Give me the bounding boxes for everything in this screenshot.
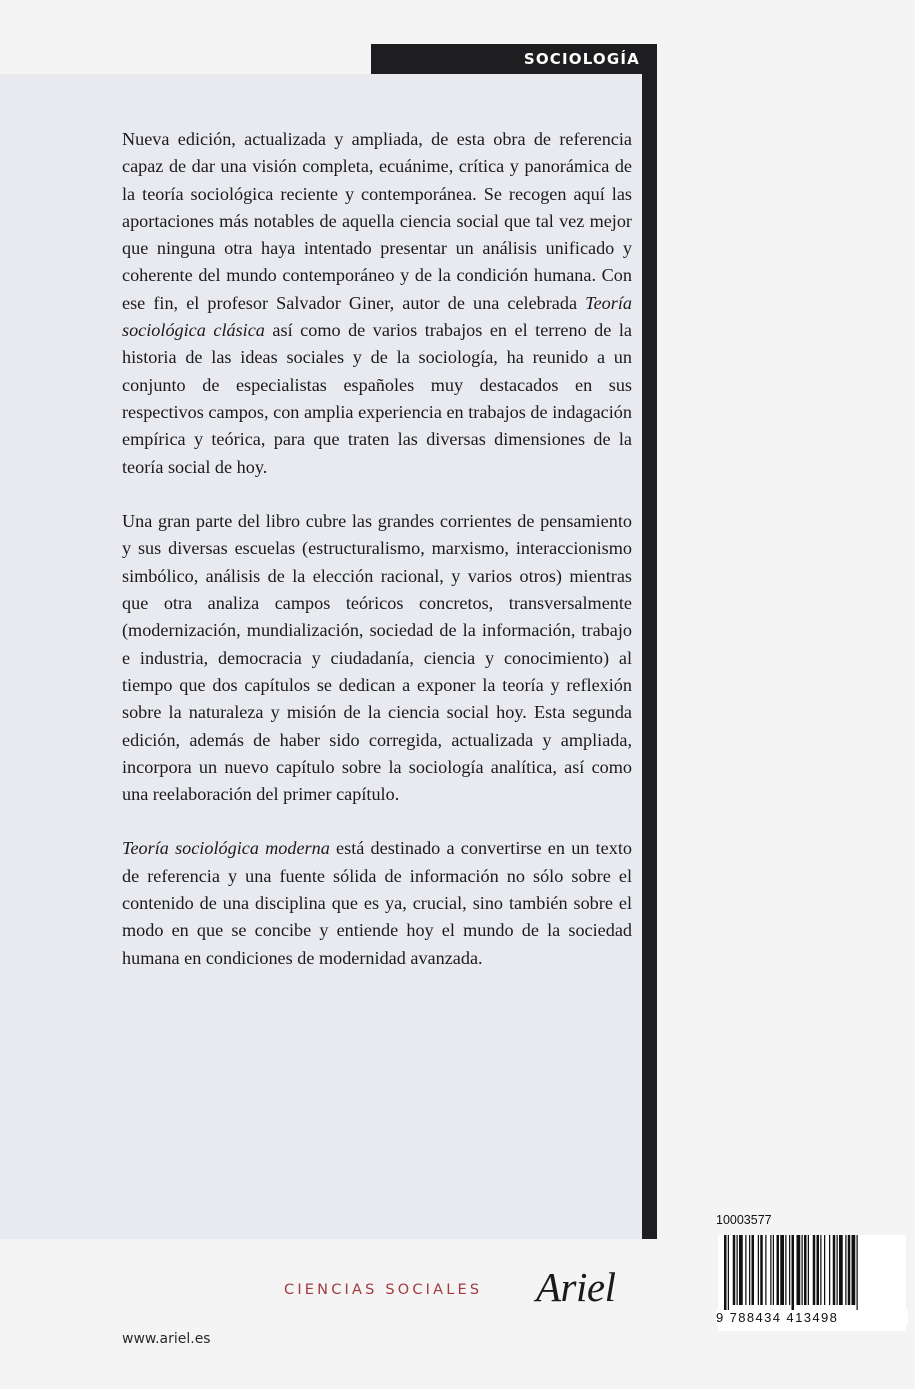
barcode-bar — [777, 1235, 780, 1305]
barcode-bar — [749, 1235, 750, 1305]
barcode-bar — [789, 1235, 790, 1305]
barcode-bar — [770, 1235, 771, 1305]
book-title-classic: Teoría sociológica clásica — [122, 292, 632, 341]
barcode-bar — [797, 1235, 801, 1305]
barcode-bar — [792, 1235, 795, 1311]
barcode-bar — [833, 1235, 836, 1305]
barcode-bar — [765, 1235, 766, 1305]
barcode-bar — [785, 1235, 786, 1305]
paragraph-3-text: está destinado a convertirse en un texto de referencia y una fuente sólida de información no sólo sobre el contenido de una disciplina que es ya, crucial, sino también sobre el modo en que se concibe y entiende hoy el mundo de la sociedad humana en condiciones de modernidad avanzada. — [122, 838, 632, 968]
dark-side-strip — [642, 44, 657, 1239]
barcode-bar — [733, 1235, 736, 1305]
blurb — [122, 126, 632, 972]
barcode-bar — [845, 1235, 846, 1305]
barcode-bar — [837, 1235, 838, 1305]
paragraph-3 — [122, 835, 632, 971]
barcode-bar — [773, 1235, 774, 1305]
barcode-bar — [857, 1235, 858, 1311]
barcode-bar — [824, 1235, 825, 1305]
barcode-bar — [724, 1235, 727, 1311]
barcode-bar — [802, 1235, 803, 1305]
category-label: SOCIOLOGÍA — [523, 50, 640, 68]
barcode-bar — [808, 1235, 809, 1305]
barcode-bar — [804, 1235, 807, 1305]
paragraph-1 — [122, 126, 632, 481]
barcode-bar — [839, 1235, 843, 1305]
paragraph-1-text-b: así como de varios trabajos en el terreno de la historia de las ideas sociales y de la sociología, ha reunido a un conjunto de especialistas españoles muy destacados en sus respectivos campos, con amplia experiencia en trabajos de indagación empírica y teórica, para que traten las diversas dimensiones de la teoría social de hoy. — [122, 320, 632, 477]
publisher-logo: Ariel — [536, 1264, 616, 1310]
barcode-bar — [737, 1235, 738, 1305]
publisher-website: www.ariel.es — [122, 1331, 211, 1347]
barcode-bar — [817, 1235, 820, 1305]
barcode-bar — [848, 1235, 851, 1305]
book-title-modern: Teoría sociológica moderna — [122, 838, 337, 859]
barcode-bar — [780, 1235, 784, 1305]
barcode-bar — [752, 1235, 755, 1305]
barcode-bar — [758, 1235, 759, 1305]
barcode-bar — [745, 1235, 746, 1305]
internal-code: 10003577 — [716, 1213, 772, 1227]
isbn-digits: 9 788434 413498 — [716, 1310, 908, 1325]
barcode-bars — [718, 1235, 906, 1311]
barcode-bar — [829, 1235, 830, 1305]
paragraph-2: Una gran parte del libro cubre las grandes corrientes de pensamiento y sus diversas escuelas (estructuralismo, marxismo, interaccionismo simbólico, análisis de la elección racional, y varios otros) mientras que otra analiza campos teóricos concretos, transversalmente (modernización, mundialización, sociedad de la información, trabajo e industria, democracia y ciudadanía, ciencia y conocimiento) al tiempo que dos capítulos se dedican a exponer la teoría y reflexión sobre la naturaleza y misión de la ciencia social hoy. Esta segunda edición, además de haber sido corregida, actualizada y ampliada, incorpora un nuevo capítulo sobre la sociología analítica, así como una reelaboración del primer capítulo. — [122, 511, 632, 805]
barcode-bar — [813, 1235, 816, 1305]
barcode-bar — [728, 1235, 729, 1311]
barcode-bar — [820, 1235, 821, 1305]
barcode-bar — [852, 1235, 856, 1305]
barcode-bar — [739, 1235, 743, 1305]
paragraph-1-text-a: Nueva edición, actualizada y ampliada, de esta obra de referencia capaz de dar una visión completa, ecuánime, crítica y panorámica de la teoría sociológica reciente y contemporánea. Se recogen aquí las aportaciones más notables de aquella ciencia social que tal vez mejor que ninguna otra haya intentado presentar un análisis unificado y coherente del mundo contemporáneo y de la condición humana. Con ese fin, el profesor Salvador Giner, autor de una celebrada — [122, 129, 632, 313]
series-label: CIENCIAS SOCIALES — [284, 1282, 483, 1298]
barcode-bar — [760, 1235, 763, 1305]
